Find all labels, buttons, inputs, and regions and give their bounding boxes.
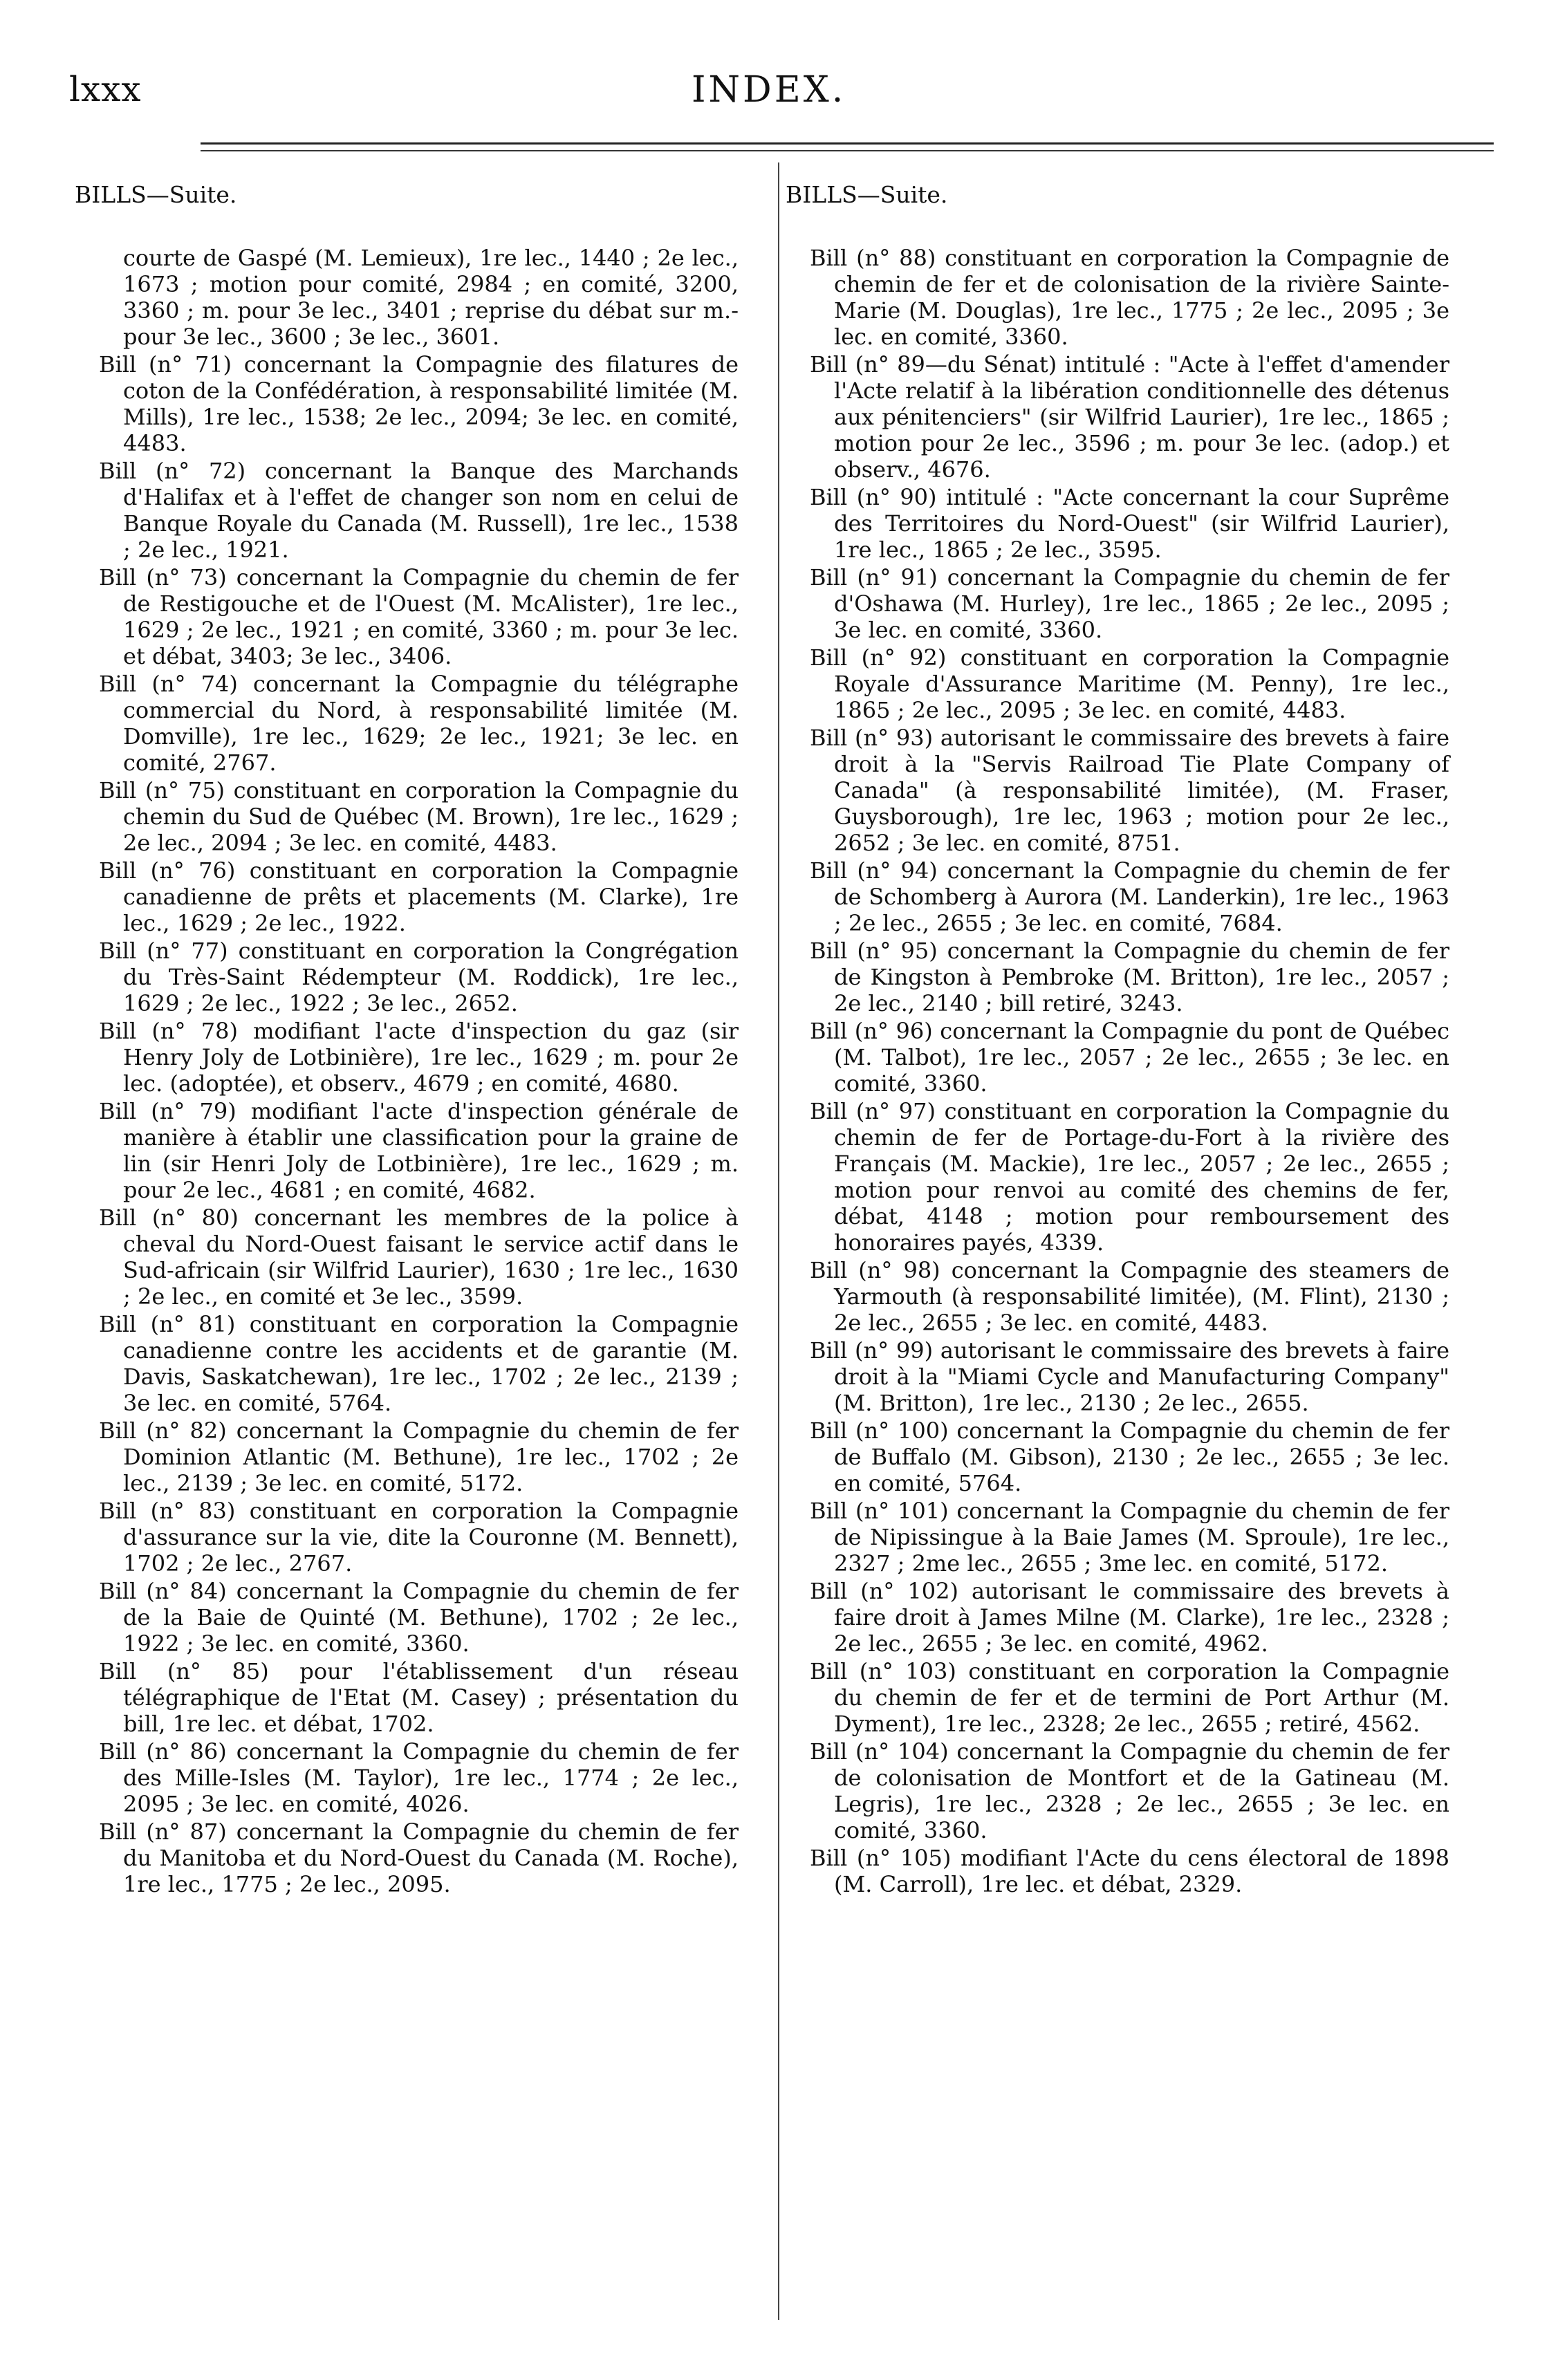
index-entry: Bill (n° 95) concernant la Compagnie du chemin de fer de Kingston à Pembroke (M. Britton), 1re lec., 2057 ; 2e lec., 2140 ; bill retiré, 3243. xyxy=(810,938,1449,1016)
index-entry: Bill (n° 98) concernant la Compagnie des steamers de Yarmouth (à responsabilité limitée), (M. Flint), 2130 ; 2e lec., 2655 ; 3e lec. en comité, 4483. xyxy=(810,1257,1449,1336)
index-entry: Bill (n° 87) concernant la Compagnie du chemin de fer du Manitoba et du Nord-Ouest du Canada (M. Roche), 1re lec., 1775 ; 2e lec., 2095. xyxy=(99,1819,739,1897)
index-entry: Bill (n° 97) constituant en corporation la Compagnie du chemin de fer de Portage-du-Fort à la rivière des Français (M. Mackie), 1re lec., 2057 ; 2e lec., 2655 ; motion pour renvoi au comité des chemins de fer, débat, 4148 ; motion pour remboursement des honoraires payés, 4339. xyxy=(810,1098,1449,1256)
index-entry: Bill (n° 85) pour l'établissement d'un réseau télégraphique de l'Etat (M. Casey) ; présentation du bill, 1re lec. et débat, 1702. xyxy=(99,1658,739,1737)
index-entry: Bill (n° 77) constituant en corporation la Congrégation du Très-Saint Rédempteur (M. Roddick), 1re lec., 1629 ; 2e lec., 1922 ; 3e lec., 2652. xyxy=(99,938,739,1016)
left-column-heading: BILLS—Suite. xyxy=(75,181,237,208)
page-number: lxxx xyxy=(69,69,142,109)
index-entry: Bill (n° 92) constituant en corporation la Compagnie Royale d'Assurance Maritime (M. Penny), 1re lec., 1865 ; 2e lec., 2095 ; 3e lec. en comité, 4483. xyxy=(810,644,1449,723)
index-entry: Bill (n° 79) modifiant l'acte d'inspection générale de manière à établir une classification pour la graine de lin (sir Henri Joly de Lotbinière), 1re lec., 1629 ; m. pour 2e lec., 4681 ; en comité, 4682. xyxy=(99,1098,739,1203)
header-rule-top xyxy=(201,142,1494,145)
right-column-heading: BILLS—Suite. xyxy=(786,181,948,208)
index-entry: Bill (n° 80) concernant les membres de la police à cheval du Nord-Ouest faisant le service actif dans le Sud-africain (sir Wilfrid Laurier), 1630 ; 1re lec., 1630 ; 2e lec., en comité et 3e lec., 3599. xyxy=(99,1205,739,1310)
index-entry: Bill (n° 84) concernant la Compagnie du chemin de fer de la Baie de Quinté (M. Bethune), 1702 ; 2e lec., 1922 ; 3e lec. en comité, 3360. xyxy=(99,1578,739,1657)
index-entry: Bill (n° 86) concernant la Compagnie du chemin de fer des Mille-Isles (M. Taylor), 1re lec., 1774 ; 2e lec., 2095 ; 3e lec. en comité, 4026. xyxy=(99,1738,739,1817)
index-entry: Bill (n° 105) modifiant l'Acte du cens électoral de 1898 (M. Carroll), 1re lec. et débat, 2329. xyxy=(810,1845,1449,1897)
index-entry: Bill (n° 82) concernant la Compagnie du chemin de fer Dominion Atlantic (M. Bethune), 1re lec., 1702 ; 2e lec., 2139 ; 3e lec. en comité, 5172. xyxy=(99,1417,739,1496)
column-divider xyxy=(778,162,779,2320)
index-entry: Bill (n° 75) constituant en corporation la Compagnie du chemin du Sud de Québec (M. Brown), 1re lec., 1629 ; 2e lec., 2094 ; 3e lec. en comité, 4483. xyxy=(99,777,739,856)
index-entry: Bill (n° 76) constituant en corporation la Compagnie canadienne de prêts et placements (M. Clarke), 1re lec., 1629 ; 2e lec., 1922. xyxy=(99,857,739,936)
index-entry: Bill (n° 78) modifiant l'acte d'inspection du gaz (sir Henry Joly de Lotbinière), 1re lec., 1629 ; m. pour 2e lec. (adoptée), et observ., 4679 ; en comité, 4680. xyxy=(99,1018,739,1097)
index-entry: Bill (n° 102) autorisant le commissaire des brevets à faire droit à James Milne (M. Clarke), 1re lec., 2328 ; 2e lec., 2655 ; 3e lec. en comité, 4962. xyxy=(810,1578,1449,1657)
index-entry: Bill (n° 81) constituant en corporation la Compagnie canadienne contre les accidents et de garantie (M. Davis, Saskatchewan), 1re lec., 1702 ; 2e lec., 2139 ; 3e lec. en comité, 5764. xyxy=(99,1311,739,1416)
index-entry: Bill (n° 71) concernant la Compagnie des filatures de coton de la Confédération, à responsabilité limitée (M. Mills), 1re lec., 1538; 2e lec., 2094; 3e lec. en comité, 4483. xyxy=(99,351,739,456)
index-entry: courte de Gaspé (M. Lemieux), 1re lec., 1440 ; 2e lec., 1673 ; motion pour comité, 2984 ; en comité, 3200, 3360 ; m. pour 3e lec., 3401 ; reprise du débat sur m.-pour 3e lec., 3600 ; 3e lec., 3601. xyxy=(123,245,739,350)
left-column xyxy=(75,181,739,1899)
index-entry: Bill (n° 100) concernant la Compagnie du chemin de fer de Buffalo (M. Gibson), 2130 ; 2e lec., 2655 ; 3e lec. en comité, 5764. xyxy=(810,1417,1449,1496)
index-entry: Bill (n° 104) concernant la Compagnie du chemin de fer de colonisation de Montfort et de la Gatineau (M. Legris), 1re lec., 2328 ; 2e lec., 2655 ; 3e lec. en comité, 3360. xyxy=(810,1738,1449,1843)
index-entry: Bill (n° 99) autorisant le commissaire des brevets à faire droit à la "Miami Cycle and Manufacturing Company" (M. Britton), 1re lec., 2130 ; 2e lec., 2655. xyxy=(810,1337,1449,1416)
index-entry: Bill (n° 101) concernant la Compagnie du chemin de fer de Nipissingue à la Baie James (M. Sproule), 1re lec., 2327 ; 2me lec., 2655 ; 3me lec. en comité, 5172. xyxy=(810,1498,1449,1577)
index-entry: Bill (n° 90) intitulé : "Acte concernant la cour Suprême des Territoires du Nord-Ouest" (sir Wilfrid Laurier), 1re lec., 1865 ; 2e lec., 3595. xyxy=(810,484,1449,563)
page-title: INDEX. xyxy=(692,69,846,111)
page-header xyxy=(69,69,1452,118)
header-rule-bottom xyxy=(201,150,1494,151)
index-entry: Bill (n° 72) concernant la Banque des Marchands d'Halifax et à l'effet de changer son nom en celui de Banque Royale du Canada (M. Russell), 1re lec., 1538 ; 2e lec., 1921. xyxy=(99,458,739,563)
index-entry: Bill (n° 94) concernant la Compagnie du chemin de fer de Schomberg à Aurora (M. Landerkin), 1re lec., 1963 ; 2e lec., 2655 ; 3e lec. en comité, 7684. xyxy=(810,857,1449,936)
index-entry: Bill (n° 93) autorisant le commissaire des brevets à faire droit à la "Servis Railroad Tie Plate Company of Canada" (à responsabilité limitée), (M. Fraser, Guysborough), 1re lec, 1963 ; motion pour 2e lec., 2652 ; 3e lec. en comité, 8751. xyxy=(810,725,1449,856)
index-entry: Bill (n° 89—du Sénat) intitulé : "Acte à l'effet d'amender l'Acte relatif à la libération conditionnelle des détenus aux pénitenciers" (sir Wilfrid Laurier), 1re lec., 1865 ; motion pour 2e lec., 3596 ; m. pour 3e lec. (adop.) et observ., 4676. xyxy=(810,351,1449,483)
index-entry: Bill (n° 96) concernant la Compagnie du pont de Québec (M. Talbot), 1re lec., 2057 ; 2e lec., 2655 ; 3e lec. en comité, 3360. xyxy=(810,1018,1449,1097)
index-entry: Bill (n° 88) constituant en corporation la Compagnie de chemin de fer et de colonisation de la rivière Sainte-Marie (M. Douglas), 1re lec., 1775 ; 2e lec., 2095 ; 3e lec. en comité, 3360. xyxy=(810,245,1449,350)
index-entry: Bill (n° 103) constituant en corporation la Compagnie du chemin de fer et de termini de Port Arthur (M. Dyment), 1re lec., 2328; 2e lec., 2655 ; retiré, 4562. xyxy=(810,1658,1449,1737)
index-entry: Bill (n° 83) constituant en corporation la Compagnie d'assurance sur la vie, dite la Couronne (M. Bennett), 1702 ; 2e lec., 2767. xyxy=(99,1498,739,1577)
index-entry: Bill (n° 74) concernant la Compagnie du télégraphe commercial du Nord, à responsabilité limitée (M. Domville), 1re lec., 1629; 2e lec., 1921; 3e lec. en comité, 2767. xyxy=(99,671,739,776)
index-entry: Bill (n° 73) concernant la Compagnie du chemin de fer de Restigouche et de l'Ouest (M. McAlister), 1re lec., 1629 ; 2e lec., 1921 ; en comité, 3360 ; m. pour 3e lec. et débat, 3403; 3e lec., 3406. xyxy=(99,564,739,669)
right-column xyxy=(786,181,1449,1899)
index-entry: Bill (n° 91) concernant la Compagnie du chemin de fer d'Oshawa (M. Hurley), 1re lec., 1865 ; 2e lec., 2095 ; 3e lec. en comité, 3360. xyxy=(810,564,1449,643)
